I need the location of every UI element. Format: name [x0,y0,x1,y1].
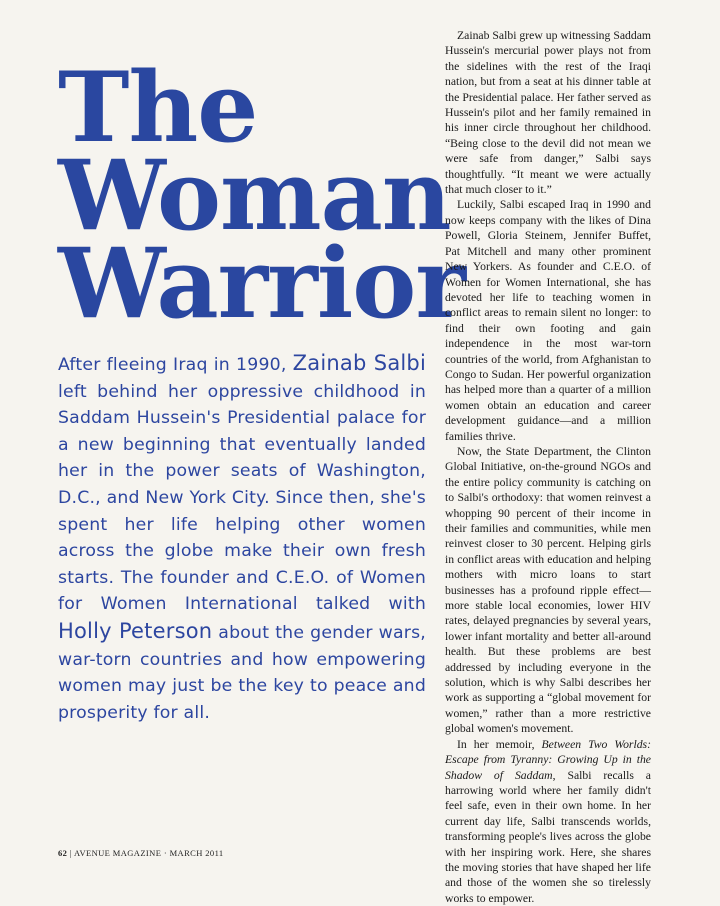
article-paragraph-2: Luckily, Salbi escaped Iraq in 1990 and now keeps company with the likes of Dina Powell, Gloria Steinem, Jennifer Buffet, Pat Mitchell and many other prominent New Yorkers. As founder and C.E.O. of Women for Women International, she has devoted her life to teaching women in conflict areas to remain silent no longer: to find their own footing and gain independence in the most war-torn countries of the world, from Afghanistan to Congo to Sudan. Her powerful organization has helped more than a quarter of a million women obtain an education and career development guidance—and a million families thrive. [445,198,651,443]
article-paragraph-3: Now, the State Department, the Clinton Global Initiative, on-the-ground NGOs and the entire policy community is catching on to Salbi's orthodoxy: that women reinvest a whopping 90 percent of their income in their families and communities, while men reinvest closer to 30 percent. Helping girls in conflict areas with education and helping mothers with micro loans to start businesses has a profound ripple effect—more stable local economies, lower HIV rates, delayed pregnancies by several years, lower infant mortality and better all-around health. But these problems are best addressed by including everyone in the solution, which is why Salbi describes her work as supporting a “global movement for women,” rather than a more restrictive global women's movement. [445,444,651,736]
article-paragraph-1: Zainab Salbi grew up witnessing Saddam Hussein's mercurial power plays not from the sidelines with the rest of the Iraqi nation, but from a seat at his dinner table at the Presidential palace. Her father served as Hussein's pilot and her family remained in his inner circle throughout her childhood. “Being close to the devil did not mean we were safe from danger,” Salbi says thoughtfully. “It meant we were actually that much closer to it.” [445,29,651,197]
headline-line-1: The [58,51,258,164]
memoir-rest: , Salbi recalls a harrowing world where her family didn't feel safe, even in their own home. In her current day life, Salbi transcends worlds, transforming people's lives across the globe with her inspiring work. Here, she shares the moving stories that have shaped her life and those of the women she so tirelessly works to empower. [445,768,651,905]
intro-deck [58,350,426,726]
article-paragraph-4 [445,737,651,906]
intro-text-3: about the gender wars, war-torn countries and how empowering women may just be the key to peace and prosperity for all. [58,622,426,723]
intro-text-1: After fleeing Iraq in 1990, [58,355,293,375]
memoir-lead: In her memoir, [457,737,542,751]
headline-line-3: Warrior [58,227,465,340]
article-body [445,28,651,906]
page-number: 62 [58,848,68,858]
memoir-title: Between Two Worlds: Escape from Tyranny: Growing Up in the Shadow of Saddam [445,737,651,782]
headline [58,51,465,340]
intro-text-2: left behind her oppressive childhood in Saddam Hussein's Presidential palace for a new beginning that eventually landed her in the power seats of Washington, D.C., and New York City. Since then, she's spent her life helping other women across the globe make their own fresh starts. The founder and C.E.O. of Women for Women International talked with [58,381,426,615]
subject-name: Zainab Salbi [292,351,426,375]
headline-line-2: Woman [58,139,451,252]
interviewer-name: Holly Peterson [58,618,213,643]
footer-folio: | AVENUE MAGAZINE · MARCH 2011 [67,848,224,858]
page-footer [58,848,224,858]
